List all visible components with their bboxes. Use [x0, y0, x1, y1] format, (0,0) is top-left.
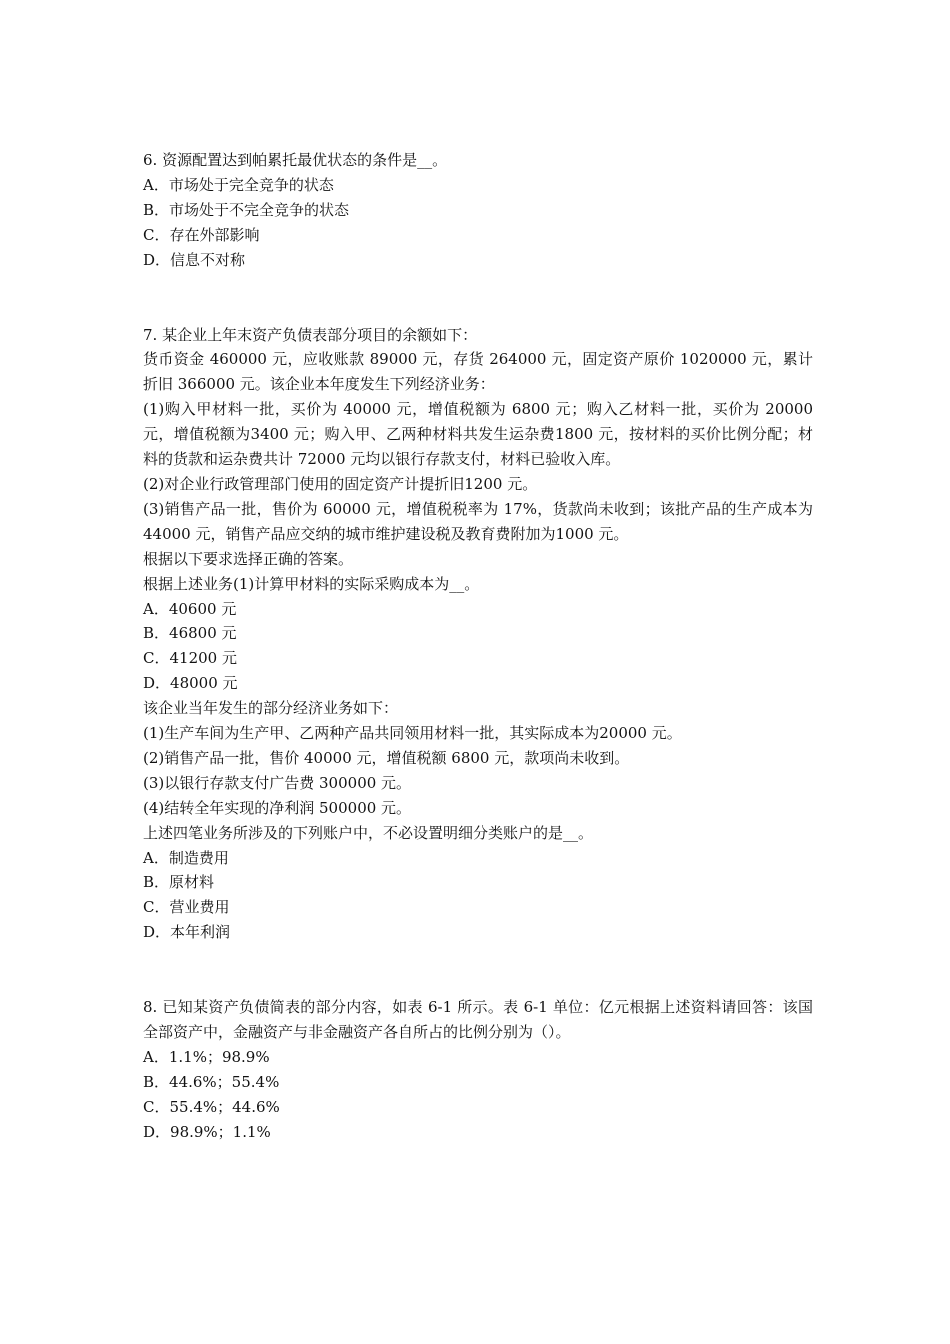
option-c: C．41200 元 [143, 649, 237, 668]
option-c: C．营业费用 [143, 898, 230, 917]
document-page [143, 148, 813, 1145]
option-a: A．40600 元 [143, 599, 237, 618]
part2-intro: 该企业当年发生的部分经济业务如下： [143, 699, 399, 718]
option-d: D．本年利润 [143, 923, 231, 942]
option-b: B．44.6%；55.4% [143, 1072, 280, 1091]
part2-item-2: (2)销售产品一批，售价 40000 元，增值税额 6800 元，款项尚未收到。 [143, 748, 630, 767]
business-item-2: (2)对企业行政管理部门使用的固定资产计提折旧1200 元。 [143, 474, 538, 493]
option-a: A．市场处于完全竞争的状态 [143, 175, 334, 194]
option-d: D．信息不对称 [143, 250, 246, 269]
part2-item-3: (3)以银行存款支付广告费 300000 元。 [143, 773, 412, 792]
question-8 [143, 995, 813, 1144]
question-stem: 8. 已知某资产负债简表的部分内容，如表 6-1 所示。表 6-1 单位：亿元根据上述资料请回答：该国全部资产中，金融资产与非金融资产各自所占的比例分别为（）。 [143, 998, 813, 1042]
question-7 [143, 323, 813, 946]
spacer [143, 273, 813, 323]
option-c: C．55.4%；44.6% [143, 1097, 280, 1116]
option-d: D．48000 元 [143, 674, 238, 693]
option-a: A．1.1%；98.9% [143, 1048, 270, 1066]
option-d: D．98.9%；1.1% [143, 1122, 271, 1141]
part2-item-4: (4)结转全年实现的净利润 500000 元。 [143, 798, 412, 817]
option-b: B．市场处于不完全竞争的状态 [143, 200, 350, 219]
instruction: 根据以下要求选择正确的答案。 [143, 549, 354, 568]
business-item-1: (1)购入甲材料一批，买价为 40000 元，增值税额为 6800 元；购入乙材料一批，买价为 20000 元，增值税额为3400 元；购入甲、乙两种材料共发生运杂费1800 元，按材料的买价比例分配；材料的货款和运杂费共计 72000 元均以银行存款支付，材料已验收入库。 [143, 400, 813, 469]
option-c: C．存在外部影响 [143, 225, 260, 244]
option-a: A．制造费用 [143, 848, 229, 867]
option-b: B．46800 元 [143, 624, 237, 643]
question-stem: 7. 某企业上年末资产负债表部分项目的余额如下： [143, 325, 478, 344]
sub-question-2: 上述四笔业务所涉及的下列账户中，不必设置明细分类账户的是__。 [143, 823, 594, 842]
question-intro: 货币资金 460000 元，应收账款 89000 元，存货 264000 元，固定资产原价 1020000 元，累计折旧 366000 元。该企业本年度发生下列经济业务： [143, 350, 813, 394]
question-6 [143, 148, 813, 273]
question-stem: 6. 资源配置达到帕累托最优状态的条件是__。 [143, 151, 448, 169]
sub-question-1: 根据上述业务(1)计算甲材料的实际采购成本为__。 [143, 574, 480, 593]
spacer [143, 945, 813, 995]
option-b: B．原材料 [143, 873, 215, 892]
part2-item-1: (1)生产车间为生产甲、乙两种产品共同领用材料一批，其实际成本为20000 元。 [143, 724, 682, 743]
business-item-3: (3)销售产品一批，售价为 60000 元，增值税税率为 17%，货款尚未收到；该批产品的生产成本为 44000 元，销售产品应交纳的城市维护建设税及教育费附加为1000 元。 [143, 499, 813, 543]
